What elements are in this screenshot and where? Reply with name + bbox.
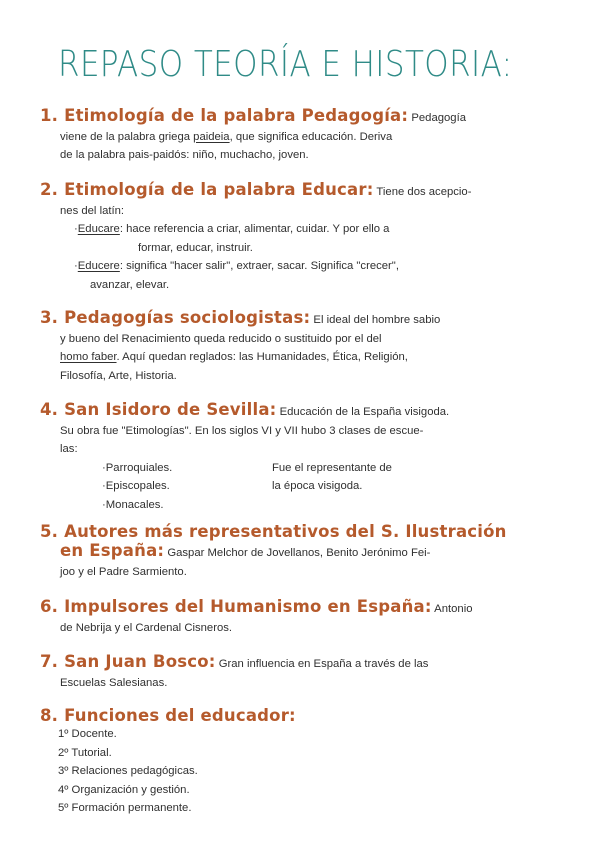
list-item: ·Parroquiales.: [102, 461, 173, 474]
section-5: [40, 522, 570, 581]
section-6-line: de Nebrija y el Cardenal Cisneros.: [60, 621, 233, 634]
section-1-line: , que significa educación. Deriva: [229, 130, 393, 143]
section-5-heading: 5. Autores más representativos del S. Ilustración: [40, 522, 507, 541]
section-1-line: de la palabra pais-paidós: niño, muchacho, joven.: [60, 149, 309, 161]
section-7: [40, 652, 570, 692]
section-3: [40, 308, 570, 385]
section-4-line: Su obra fue "Etimologías". En los siglos VI y VII hubo 3 clases de escue-: [60, 424, 424, 437]
section-8-heading: 8. Funciones del educador:: [40, 706, 296, 725]
section-1: [40, 106, 570, 165]
section-1-text: Pedagogía: [408, 112, 466, 124]
section-7-text: Gran influencia en España a través de las: [215, 658, 429, 670]
section-3-line: . Aquí quedan reglados: las Humanidades, Ética, Religión,: [116, 351, 408, 363]
section-8: [40, 706, 570, 818]
section-4-heading: 4. San Isidoro de Sevilla:: [40, 400, 277, 419]
section-7-line: Escuelas Salesianas.: [60, 676, 168, 689]
section-1-heading: 1. Etimología de la palabra Pedagogía:: [40, 106, 409, 125]
section-5-text: Gaspar Melchor de Jovellanos, Benito Jerónimo Fei-: [164, 547, 431, 559]
section-4-note: Fue el representante de: [272, 461, 392, 474]
list-item: 5º Formación permanente.: [58, 802, 192, 814]
term-educere: Educere: [77, 260, 120, 272]
section-6: [40, 597, 570, 637]
term-paideia: paideia: [193, 130, 230, 143]
section-2-line: : hace referencia a criar, alimentar, cuidar. Y por ello a: [119, 223, 390, 235]
list-item: 2º Tutorial.: [58, 746, 112, 759]
section-7-heading: 7. San Juan Bosco:: [40, 652, 216, 671]
section-4-text: Educación de la España visigoda.: [276, 406, 450, 418]
list-item: 1º Docente.: [58, 728, 117, 740]
list-item: ·Monacales.: [102, 498, 164, 511]
section-6-heading: 6. Impulsores del Humanismo en España:: [40, 597, 432, 616]
section-2-line: formar, educar, instruir.: [138, 241, 253, 254]
section-2: 2. Etimología de la palabra Educar: Tiene dos acepcio- nes del latín: ·Educare: hace referencia a criar, alimentar, cuidar. Y por ello a formar, educar, instruir. ·Educere: significa "hacer salir", extraer, sacar. Significa "crecer", avanzar, elevar.: [40, 180, 570, 294]
section-6-text: Antonio: [431, 603, 473, 615]
section-2-heading: 2. Etimología de la palabra Educar:: [40, 180, 374, 199]
page-title: REPASO TEORÍA E HISTORIA:: [58, 44, 513, 85]
section-2-line: : significa "hacer salir", extraer, sacar. Significa "crecer",: [119, 260, 399, 272]
section-2-text: Tiene dos acepcio-: [373, 186, 472, 198]
section-3-heading: 3. Pedagogías sociologistas:: [40, 308, 311, 327]
section-3-line: Filosofía, Arte, Historia.: [60, 369, 177, 382]
term-educare: Educare: [77, 223, 120, 235]
section-3-text: El ideal del hombre sabio: [310, 314, 441, 326]
section-4-line: las:: [60, 443, 78, 455]
term-homo-faber: homo faber: [60, 351, 117, 363]
section-5-line: joo y el Padre Sarmiento.: [60, 565, 187, 578]
list-item: 4º Organización y gestión.: [58, 783, 190, 796]
section-3-line: y bueno del Renacimiento queda reducido o sustituido por el del: [60, 332, 382, 345]
section-4-note: la época visigoda.: [272, 480, 363, 492]
list-item: ·Episcopales.: [102, 480, 170, 492]
section-1-line: viene de la palabra griega: [60, 130, 194, 143]
section-4: [40, 400, 570, 514]
list-item: 3º Relaciones pedagógicas.: [58, 765, 198, 777]
section-2-line: nes del latín:: [60, 204, 125, 217]
section-5-heading-cont: en España:: [60, 541, 165, 560]
section-2-line: avanzar, elevar.: [90, 278, 170, 291]
